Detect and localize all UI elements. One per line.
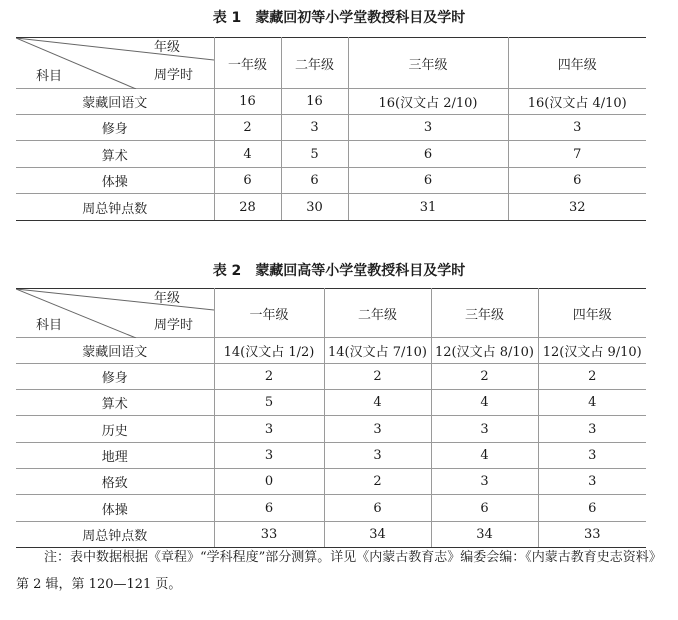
table-row [16, 443, 646, 469]
cell-value: 16(汉文占 4/10) [508, 89, 646, 115]
table1-grade-label: 年级 [154, 40, 181, 55]
table2-header-row [16, 289, 646, 338]
cell-value: 4 [214, 141, 281, 168]
table-row [16, 89, 646, 115]
cell-value: 6 [214, 495, 324, 522]
table-row [16, 194, 646, 221]
table-row [16, 115, 646, 141]
row-subject: 历史 [16, 416, 214, 443]
cell-value: 34 [431, 522, 538, 548]
cell-value: 2 [214, 115, 281, 141]
row-subject: 算术 [16, 141, 214, 168]
cell-value: 7 [508, 141, 646, 168]
table2-hours-label: 周学时 [154, 318, 194, 333]
row-subject: 体操 [16, 495, 214, 522]
cell-value: 12(汉文占 8/10) [431, 338, 538, 364]
cell-value: 12(汉文占 9/10) [538, 338, 646, 364]
cell-value: 3 [214, 416, 324, 443]
cell-value: 0 [214, 469, 324, 495]
cell-value: 6 [281, 168, 348, 194]
cell-value: 2 [431, 364, 538, 390]
cell-value: 33 [538, 522, 646, 548]
cell-value: 30 [281, 194, 348, 221]
table2-col-grade1: 一年级 [214, 289, 324, 338]
table-row [16, 416, 646, 443]
cell-value: 6 [431, 495, 538, 522]
table-row [16, 168, 646, 194]
cell-value: 6 [324, 495, 431, 522]
table-row [16, 364, 646, 390]
cell-value: 3 [324, 416, 431, 443]
cell-value: 3 [348, 115, 508, 141]
table2-col-grade4: 四年级 [538, 289, 646, 338]
table1-col-grade4: 四年级 [508, 38, 646, 89]
cell-value: 14(汉文占 7/10) [324, 338, 431, 364]
table-row [16, 495, 646, 522]
table1-col-grade3: 三年级 [348, 38, 508, 89]
row-subject: 周总钟点数 [16, 194, 214, 221]
cell-value: 6 [348, 168, 508, 194]
cell-value: 2 [324, 364, 431, 390]
cell-value: 3 [214, 443, 324, 469]
cell-value: 6 [538, 495, 646, 522]
table-row [16, 469, 646, 495]
cell-value: 32 [508, 194, 646, 221]
cell-value: 6 [348, 141, 508, 168]
cell-value: 2 [324, 469, 431, 495]
table1-subject-label: 科目 [36, 69, 63, 84]
cell-value: 6 [214, 168, 281, 194]
cell-value: 3 [538, 416, 646, 443]
table2 [16, 288, 646, 548]
table2-number: 表 2 [212, 263, 242, 279]
table1-number: 表 1 [212, 10, 242, 26]
cell-value: 3 [538, 443, 646, 469]
cell-value: 16(汉文占 2/10) [348, 89, 508, 115]
cell-value: 3 [431, 416, 538, 443]
cell-value: 16 [214, 89, 281, 115]
cell-value: 4 [431, 390, 538, 416]
cell-value: 3 [508, 115, 646, 141]
row-subject: 蒙藏回语文 [16, 338, 214, 364]
table2-grade-label: 年级 [154, 291, 181, 306]
cell-value: 6 [508, 168, 646, 194]
table1-caption [0, 9, 678, 27]
cell-value: 34 [324, 522, 431, 548]
table2-title: 蒙藏回高等小学堂教授科目及学时 [255, 263, 466, 279]
cell-value: 5 [281, 141, 348, 168]
cell-value: 3 [281, 115, 348, 141]
table1-col-grade2: 二年级 [281, 38, 348, 89]
row-subject: 体操 [16, 168, 214, 194]
row-subject: 修身 [16, 115, 214, 141]
cell-value: 31 [348, 194, 508, 221]
row-subject: 修身 [16, 364, 214, 390]
cell-value: 14(汉文占 1/2) [214, 338, 324, 364]
table1-diagonal-header [16, 38, 214, 89]
table-footnote: 注：表中数据根据《章程》“学科程度”部分测算。详见《内蒙古教育志》编委会编：《内蒙古教育史志资料》第 2 辑，第 120—121 页。 [16, 550, 656, 592]
table2-subject-label: 科目 [36, 318, 63, 333]
cell-value: 3 [538, 469, 646, 495]
table1-header-row [16, 38, 646, 89]
row-subject: 地理 [16, 443, 214, 469]
cell-value: 4 [324, 390, 431, 416]
table2-col-grade2: 二年级 [324, 289, 431, 338]
cell-value: 5 [214, 390, 324, 416]
table2-diagonal-header [16, 289, 214, 338]
cell-value: 4 [431, 443, 538, 469]
row-subject: 蒙藏回语文 [16, 89, 214, 115]
table1 [16, 37, 646, 221]
table-row [16, 141, 646, 168]
cell-value: 16 [281, 89, 348, 115]
table2-col-grade3: 三年级 [431, 289, 538, 338]
row-subject: 算术 [16, 390, 214, 416]
table-row [16, 390, 646, 416]
cell-value: 2 [538, 364, 646, 390]
cell-value: 3 [324, 443, 431, 469]
table2-caption [0, 262, 678, 280]
cell-value: 28 [214, 194, 281, 221]
table-row [16, 338, 646, 364]
table1-hours-label: 周学时 [154, 68, 194, 83]
cell-value: 4 [538, 390, 646, 416]
cell-value: 33 [214, 522, 324, 548]
table1-col-grade1: 一年级 [214, 38, 281, 89]
table1-title: 蒙藏回初等小学堂教授科目及学时 [255, 10, 466, 26]
cell-value: 2 [214, 364, 324, 390]
cell-value: 3 [431, 469, 538, 495]
row-subject: 格致 [16, 469, 214, 495]
row-subject: 周总钟点数 [16, 522, 214, 548]
